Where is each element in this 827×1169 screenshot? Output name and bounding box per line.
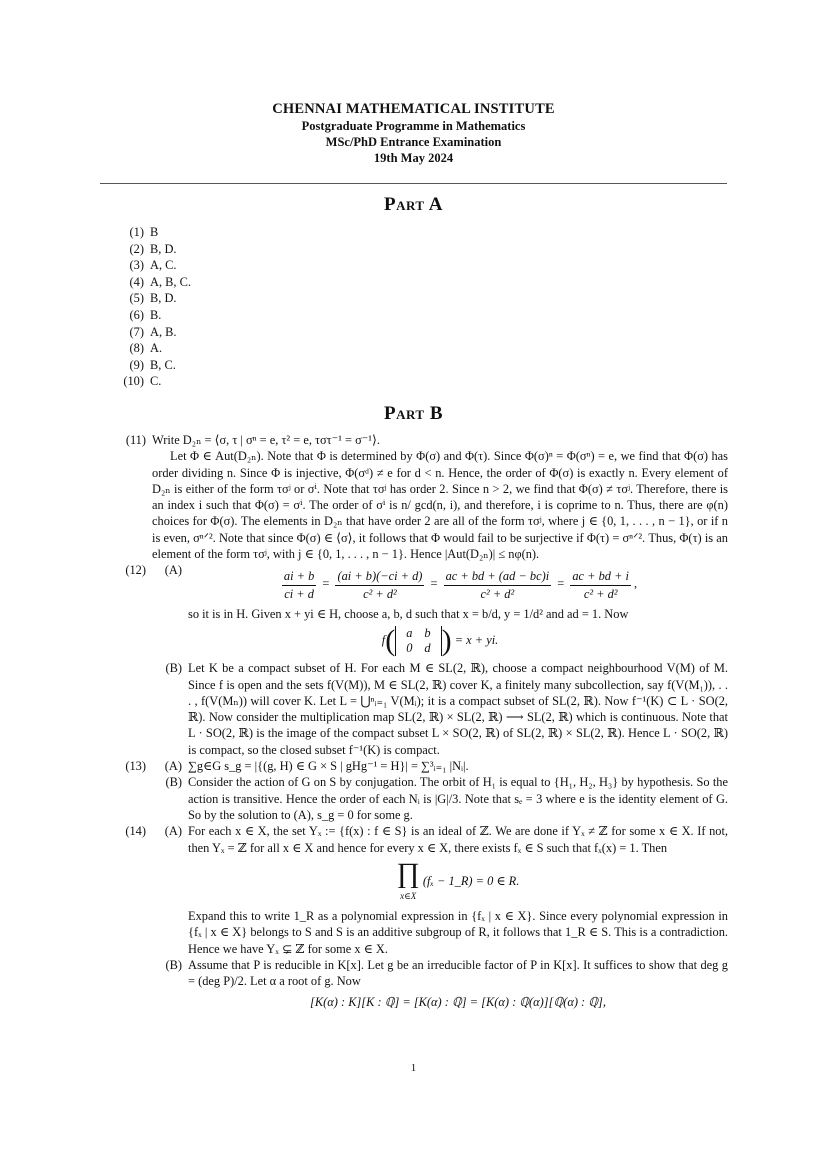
answer-row: (8) A. xyxy=(129,341,163,356)
question-14: (14) (A) For each x ∈ X, the set Yₓ := {f(x) : f ∈ S} is an ideal of ℤ. We are done if Yₓ ≠ ℤ for some x ∈ X. If not, then Yₓ = ℤ for all x ∈ X and hence for every x ∈ X, there exists fₓ ∈ S such that fₓ(x) = 1. Then ∏ x∈X (fₓ − 1_R) = 0 ∈ R. Expand this to write 1_R as a polynomial expression in {fₓ | x ∈ X}. Since every polynomial expression in {fₓ | x ∈ X} belongs to S and S is an additive subgroup of R, it follows that 1_R ∈ S. This is a contradiction. Hence we have Yₓ ⊊ ℤ for some x ∈ X. (B) Assume that P is reducible in K[x]. Let g be an irreducible factor of P in K[x]. It suffices to show that deg g = (deg P)/2. Let α a root of g. Now [K(α) : K][K : ℚ] = [K(α) : ℚ] = [K(α) : ℚ(α)][ℚ(α) : ℚ], xyxy=(116,823,728,1014)
q14-degree-equation: [K(α) : K][K : ℚ] = [K(α) : ℚ] = [K(α) : ℚ(α)][ℚ(α) : ℚ], xyxy=(310,994,606,1009)
q12-fraction-equation: $\frac{ai + b}{ci + d}$ = $\frac{(ai + b)(-ci + d)}{\text{c² + d²}}$ = $\frac{ac + bd + (ad - bc)i}{\text{c² + d²}}$ = $\frac{ac + bd + i}{\text{c² + d²}}$ , xyxy=(283,569,638,601)
q13-part-b: (B) Consider the action of G on S by conjugation. The orbit of H₁ is equal to {H₁, H₂, H₃} by hypothesis. So the action is transitive. Hence the order of each Nᵢ is |G|/3. Note that sₑ = 3 where e is the identity element of G. So by the solution to (A), s_g = 0 for some g. xyxy=(165,775,728,822)
q14-part-a: (A) For each x ∈ X, the set Yₓ := {f(x) : f ∈ S} is an ideal of ℤ. We are done if Yₓ ≠ ℤ for some x ∈ X. If not, then Yₓ = ℤ for all x ∈ X and hence for every x ∈ X, there exists fₓ ∈ S such that fₓ(x) = 1. Then ∏ x∈X (fₓ − 1_R) = 0 ∈ R. Expand this to write 1_R as a polynomial expression in {fₓ | x ∈ X}. Since every polynomial expression in {fₓ | x ∈ X} belongs to S and S is an additive subgroup of R, it follows that 1_R ∈ S. This is a contradiction. Hence we have Yₓ ⊊ ℤ for some x ∈ X. xyxy=(164,824,728,956)
q12-part-b: (B) Let K be a compact subset of H. For each M ∈ SL(2, ℝ), choose a compact neighbourhood V(M) of M. Since f is open and the sets f(V(M)), M ∈ SL(2, ℝ) cover K, a finitely many subcollection, say f(V(M₁)), . . . , f(V(Mₙ)) will cover K. Let L = ⋃ⁿᵢ₌₁ V(Mᵢ); it is a compact subset of SL(2, ℝ). Now f⁻¹(K) ⊂ L · SO(2, ℝ). Now consider the multiplication map SL(2, ℝ) × SL(2, ℝ) ⟶ SL(2, ℝ) which is continuous. Note that L · SO(2, ℝ) is the image of the compact subset L × SO(2, ℝ) of SL(2, ℝ) × SL(2, ℝ). Hence L · SO(2, ℝ) is compact, so the closed subset f⁻¹(K) is compact. xyxy=(165,661,728,757)
exam-name: MSc/PhD Entrance Examination xyxy=(325,135,502,149)
q12-part-a: (A) $\frac{ai + b}{ci + d}$ = $\frac{(ai + b)(-ci + d)}{\text{c² + d²}}$ = $\frac{ac + bd + (ad - bc)i}{\text{c² + d²}}$ = $\frac{ac + bd + i}{\text{c² + d²}}$ , xyxy=(152,562,728,606)
answer-row: (2) B, D. xyxy=(129,241,177,256)
question-12: (12) (A) $\frac{ai + b}{ci + d}$ = $\frac{(ai + b)(-ci + d)}{\text{c² + d²}}$ = $\frac{ac + bd + (ad - bc)i}{\text{c² + d²}}$ = $\frac{ac + bd + i}{\text{c² + d²}}$ , so it is in H. Given x + yi ∈ H, choose a, b, d such that x = b/d, y = 1/d² and ad = 1. Now f( a b 0 d ) = x + yi. (B) Let K be a compact subset of H. For each M ∈ SL(2, ℝ), choose a compact neighbourhood V(M) of M. Since f is open and the sets f(V(M)), M ∈ SL(2, ℝ) cover K, a finitely many subcollection, say f(V(M₁)), . . . , f(V(Mₙ)) will cover K. Let L = ⋃ⁿᵢ₌₁ V(Mᵢ); it is a compact subset of SL(2, ℝ). Now f⁻¹(K) ⊂ L · SO(2, ℝ). Now consider the multiplication map SL(2, ℝ) × SL(2, ℝ) ⟶ SL(2, ℝ) which is continuous. Note that L · SO(2, ℝ) is the image of the compact subset L × SO(2, ℝ) of SL(2, ℝ) × SL(2, ℝ). Hence L · SO(2, ℝ) is compact, so the closed subset f⁻¹(K) is compact. xyxy=(125,563,728,757)
part-b-title: Part B xyxy=(383,403,444,424)
header-divider xyxy=(100,183,727,184)
answer-row: (4) A, B, C. xyxy=(129,274,191,289)
answer-row: (1) B xyxy=(129,225,159,239)
answer-row: (10) C. xyxy=(123,374,162,389)
question-11: (11) Write D₂ₙ = ⟨σ, τ | σⁿ = e, τ² = e, τστ⁻¹ = σ⁻¹⟩. Let Φ ∈ Aut(D₂ₙ). Note that Φ is determined by Φ(σ) and Φ(τ). Since Φ(σ)ⁿ = Φ(σⁿ) = e, we find that Φ(σ) has order dividing n. Since Φ is injective, Φ(σᵈ) ≠ e for d < n. Hence, the order of Φ(σ) is exactly n. Every element of D₂ₙ is either of the form τσʲ or σⁱ. Note that τσʲ has order 2. Since n > 2, we find that Φ(σ) ≠ τσʲ. Therefore, there is an index i such that Φ(σ) = σⁱ. The order of σⁱ is n/ gcd(n, i), and therefore, i is coprime to n. Thus, there are φ(n) choices for Φ(σ). The elements in D₂ₙ that have order 2 are all of the form τσʲ, where j ∈ {0, 1, . . . , n − 1}, or if n is even, σⁿᐟ². Note that since Φ(σ) ∈ ⟨σ⟩, it follows that Φ would fail to be surjective if Φ(τ) = σⁿᐟ². Thus, Φ(τ) is an element of the form τσʲ, with j ∈ {0, 1, . . . , n − 1}. Hence |Aut(D₂ₙ)| ≤ nφ(n). xyxy=(125,433,728,562)
page-number: 1 xyxy=(410,1062,417,1074)
question-13: (13) (A) ∑g∈G s_g = |{(g, H) ∈ G × S | gHg⁻¹ = H}| = ∑³ᵢ₌₁ |Nᵢ|. (B) Consider the action of G on S by conjugation. The orbit of H₁ is equal to {H₁, H₂, H₃} by hypothesis. So the action is transitive. Hence the order of each Nᵢ is |G|/3. Note that sₑ = 3 where e is the identity element of G. So by the solution to (A), s_g = 0 for some g. xyxy=(125,759,728,822)
part-a-title: Part A xyxy=(383,194,444,215)
part-b-content xyxy=(116,432,728,1014)
answer-row: (7) A, B. xyxy=(129,324,177,339)
answer-row: (6) B. xyxy=(129,307,162,322)
q13-part-a: (A) ∑g∈G s_g = |{(g, H) ∈ G × S | gHg⁻¹ = H}| = ∑³ᵢ₌₁ |Nᵢ|. xyxy=(164,759,469,774)
institute-name: CHENNAI MATHEMATICAL INSTITUTE xyxy=(272,101,555,117)
answer-row: (5) B, D. xyxy=(129,291,177,306)
programme-name: Postgraduate Programme in Mathematics xyxy=(301,119,526,133)
answer-row: (3) A, C. xyxy=(129,258,177,273)
q14-part-b: (B) Assume that P is reducible in K[x]. Let g be an irreducible factor of P in K[x]. It suffices to show that deg g = (deg P)/2. Let α a root of g. Now [K(α) : K][K : ℚ] = [K(α) : ℚ] = [K(α) : ℚ(α)][ℚ(α) : ℚ], xyxy=(165,958,728,1009)
part-a-answer-list xyxy=(116,224,191,390)
q12-part-a-text: so it is in H. Given x + yi ∈ H, choose a, b, d such that x = b/d, y = 1/d² and ad = 1. Now xyxy=(188,606,629,621)
q11-statement: Write D₂ₙ = ⟨σ, τ | σⁿ = e, τ² = e, τστ⁻¹ = σ⁻¹⟩. xyxy=(152,433,380,447)
exam-date: 19th May 2024 xyxy=(373,151,454,165)
answer-row: (9) B, C. xyxy=(129,357,176,372)
q11-proof: Let Φ ∈ Aut(D₂ₙ). Note that Φ is determined by Φ(σ) and Φ(τ). Since Φ(σ)ⁿ = Φ(σⁿ) = e, we find that Φ(σ) has order dividing n. Since Φ is injective, Φ(σᵈ) ≠ e for d < n. Hence, the order of Φ(σ) is exactly n. Every element of D₂ₙ is either of the form τσʲ or σⁱ. Note that τσʲ has order 2. Since n > 2, we find that Φ(σ) ≠ τσʲ. Therefore, there is an index i such that Φ(σ) = σⁱ. The order of σⁱ is n/ gcd(n, i), and therefore, i is coprime to n. Thus, there are φ(n) choices for Φ(σ). The elements in D₂ₙ that have order 2 are all of the form τσʲ, where j ∈ {0, 1, . . . , n − 1}, or if n is even, σⁿᐟ². Note that since Φ(σ) ∈ ⟨σ⟩, it follows that Φ would fail to be surjective if Φ(τ) = σⁿᐟ². Thus, Φ(τ) is an element of the form τσʲ, with j ∈ {0, 1, . . . , n − 1}. Hence |Aut(D₂ₙ)| ≤ nφ(n). xyxy=(152,449,728,562)
document-header xyxy=(0,100,827,166)
q14-product-equation: ∏ x∈X (fₓ − 1_R) = 0 ∈ R. xyxy=(396,857,520,901)
q12-matrix-equation: f( a b 0 d ) = x + yi. xyxy=(381,624,499,658)
